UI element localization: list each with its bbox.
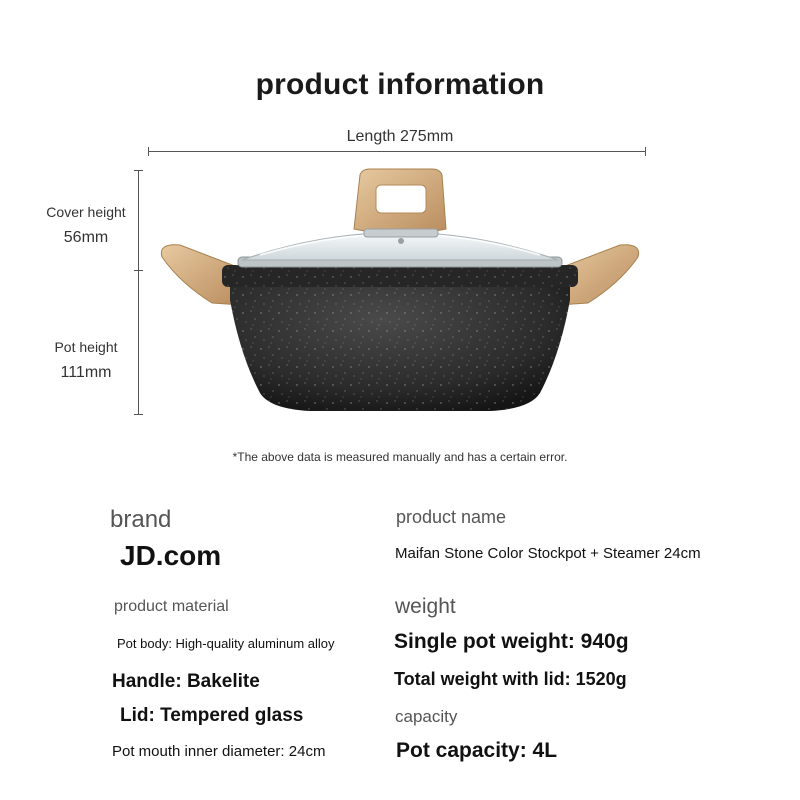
length-dimension-tick-right [645, 147, 646, 156]
capacity-label: capacity [395, 707, 458, 726]
height-dimension-tick-bottom [134, 414, 143, 415]
brand-label: brand [110, 506, 172, 533]
pot-height-label: Pot height [54, 339, 118, 355]
length-dimension-line [148, 151, 646, 152]
material-pot-body: Pot body: High-quality aluminum alloy [117, 636, 335, 651]
measurement-disclaimer: *The above data is measured manually and has a certain error. [232, 450, 568, 464]
cover-height-value: 56mm [63, 229, 109, 246]
height-dimension-tick-middle [134, 270, 143, 271]
length-label: Length 275mm [346, 128, 454, 145]
pot-capacity: Pot capacity: 4L [396, 739, 558, 762]
brand-value: JD.com [120, 540, 222, 571]
single-pot-weight: Single pot weight: 940g [394, 630, 629, 653]
material-mouth-diameter: Pot mouth inner diameter: 24cm [112, 743, 326, 760]
page-title: product information [255, 68, 545, 101]
weight-label: weight [395, 595, 456, 618]
total-weight-with-lid: Total weight with lid: 1520g [394, 669, 627, 689]
height-dimension-tick-top [134, 170, 143, 171]
height-dimension-line [138, 170, 139, 415]
material-handle: Handle: Bakelite [112, 671, 260, 692]
stockpot-image [150, 165, 650, 425]
pot-height-value: 111mm [60, 364, 112, 381]
cover-height-label: Cover height [46, 204, 126, 220]
product-name-value: Maifan Stone Color Stockpot + Steamer 24cm [395, 545, 701, 562]
product-name-label: product name [396, 507, 507, 527]
material-lid: Lid: Tempered glass [120, 705, 304, 726]
length-dimension-tick-left [148, 147, 149, 156]
product-material-label: product material [114, 598, 229, 615]
